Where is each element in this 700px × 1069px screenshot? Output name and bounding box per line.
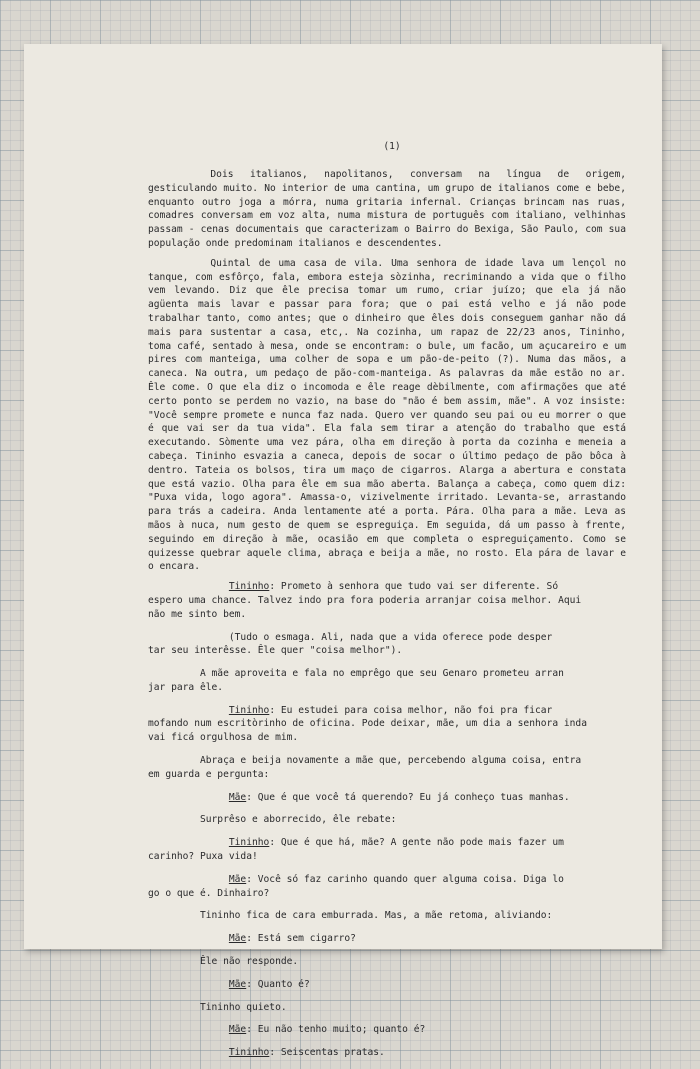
speaker-name: Mãe — [228, 873, 247, 885]
dialogue-line: carinho? Puxa vida! — [148, 851, 258, 863]
dialogue-entry — [148, 667, 626, 704]
dialogue-entry — [148, 704, 626, 754]
dialogue-line: Mãe: Quanto é? — [228, 978, 310, 990]
dialogue-line: Mãe: Você só faz carinho quando quer alguma coisa. Diga lo — [228, 873, 564, 885]
dialogue-entry — [148, 813, 626, 836]
dialogue-line: Mãe: Está sem cigarro? — [228, 933, 356, 945]
dialogue-line: (Tudo o esmaga. Ali, nada que a vida oferece pode desper — [148, 631, 553, 643]
dialogue-line: Tininho fica de cara emburrada. Mas, a mãe retoma, aliviando: — [148, 910, 553, 922]
dialogue-entry — [148, 580, 626, 630]
dialogue-line: tar seu interêsse. Êle quer "coisa melhor"). — [148, 645, 403, 657]
dialogue-line: Tininho quieto. — [148, 1001, 287, 1013]
dialogue-entry — [148, 631, 626, 668]
dialogue-entry — [148, 909, 626, 932]
dialogue-block — [148, 580, 626, 1069]
dialogue-entry — [148, 955, 626, 978]
dialogue-entry — [148, 978, 626, 1001]
dialogue-line: Mãe: Que é que você tá querendo? Eu já conheço tuas manhas. — [228, 791, 570, 803]
speaker-name: Mãe — [228, 791, 247, 803]
dialogue-line: não me sinto bem. — [148, 608, 247, 620]
dialogue-entry — [148, 1001, 626, 1024]
paragraph-intro: Dois italianos, napolitanos, conversam na língua de origem, gesticulando muito. No interior de uma cantina, um grupo de italianos come e bebe, enquanto outro joga a mórra, numa gritaria infernal. Crianças brincam nas ruas, comadres conversam em voz alta, numa mistura de português com italiano, velhinhas passam - cenas documentais que caracterizam o Bairro do Bexiga, São Paulo, com sua população onde predominam italianos e descendentes. — [148, 169, 626, 249]
dialogue-line: go o que é. Dinhairo? — [148, 887, 270, 899]
dialogue-line: Abraça e beija novamente a mãe que, percebendo alguma coisa, entra — [148, 755, 582, 767]
speaker-name: Tininho — [228, 581, 270, 593]
speaker-name: Mãe — [228, 978, 247, 990]
typewritten-page — [24, 44, 662, 1059]
dialogue-line: Tininho: Prometo à senhora que tudo vai ser diferente. Só — [228, 581, 559, 593]
page-number: (1) — [383, 141, 401, 152]
speaker-name: Mãe — [228, 1024, 247, 1036]
dialogue-line: Mãe: Eu não tenho muito; quanto é? — [228, 1024, 426, 1036]
dialogue-line: vai ficá orgulhosa de mim. — [148, 732, 299, 744]
speaker-name: Mãe — [228, 933, 247, 945]
dialogue-line: Tininho: Eu estudei para coisa melhor, não foi pra ficar — [228, 704, 553, 716]
dialogue-entry — [148, 1023, 626, 1046]
dialogue-line: Êle não responde. — [148, 956, 299, 968]
dialogue-line: em guarda e pergunta: — [148, 768, 270, 780]
dialogue-entry — [148, 932, 626, 955]
dialogue-line: Surprêso e aborrecido, êle rebate: — [148, 814, 397, 826]
dialogue-entry — [148, 791, 626, 814]
dialogue-entry — [148, 873, 626, 910]
dialogue-entry — [148, 836, 626, 873]
paragraph-quintal: Quintal de uma casa de vila. Uma senhora de idade lava um lençol no tanque, com esfôrço, fala, embora esteja sòzinha, recriminando a vida que o filho vem levando. Diz que êle precisa tomar um rumo, criar juízo; que ela já não agüenta mais lavar e passar para fora; que o pai está velho e já não pode trabalhar tanto, como antes; que o dinheiro que êles dois conseguem ganhar não dá mais para sustentar a casa, etc,. Na cozinha, um rapaz de 22/23 anos, Tininho, toma café, sentado à mesa, onde se encontram: o bule, um facão, um açucareiro e um pires com manteiga, uma colher de sopa e um pão-de-peito (?). Numa das mãos, a caneca. Na outra, um pedaço de pão-com-manteiga. As palavras da mãe estão no ar. Êle come. O que ela diz o incomoda e êle reage dèbilmente, com afirmações que até certo ponto se perdem no vazio, na base do "não é bem assim, mãe". A voz insiste: "Você sempre promete e nunca faz nada. Quero ver quando seu pai ou eu morrer o que é que vai ser da tua vida". Ela fala sem tirar a atenção do trabalho que está executando. Sòmente uma vez pára, olha em direção à porta da cozinha e meneia a cabeça. Tininho esvazia a caneca, depois de socar o último pedaço de pão bôca à dentro. Tateia os bolsos, tira um maço de cigarros. Alarga a abertura e constata que está vazio. Olha para êle em sua mão aberta. Balança a cabeça, como quem diz: "Puxa vida, logo agora". Amassa-o, vizivelmente irritado. Levanta-se, arrastando para trás a cadeira. Anda lentamente até a porta. Pára. Olha para a mãe. Leva as mãos à nuca, num gesto de quem se espreguiça. Em seguida, dá um passo à frente, seguindo em direção à mãe, ocasião em que completa o espreguiçamento. Como se quizesse quebrar aquele clima, abraça e beija a mãe, no rosto. Ela pára de lavar e o encara. — [148, 257, 626, 573]
dialogue-line: A mãe aproveita e fala no emprêgo que seu Genaro prometeu arran — [148, 668, 564, 680]
dialogue-line: mofando num escritòrinho de oficina. Pode deixar, mãe, um dia a senhora inda — [148, 718, 587, 730]
speaker-name: Tininho — [228, 837, 270, 849]
dialogue-line: jar para êle. — [148, 681, 224, 693]
dialogue-entry — [148, 754, 626, 791]
speaker-name: Tininho — [228, 704, 270, 716]
dialogue-entry — [148, 1046, 626, 1069]
dialogue-line: espero uma chance. Talvez indo pra fora poderia arranjar coisa melhor. Aqui — [148, 594, 582, 606]
dialogue-line: Tininho: Que é que há, mãe? A gente não pode mais fazer um — [228, 837, 564, 849]
typed-text-block — [148, 140, 626, 1069]
speaker-name: Tininho — [228, 1047, 270, 1059]
dialogue-line: Tininho: Seiscentas pratas. — [228, 1047, 385, 1059]
